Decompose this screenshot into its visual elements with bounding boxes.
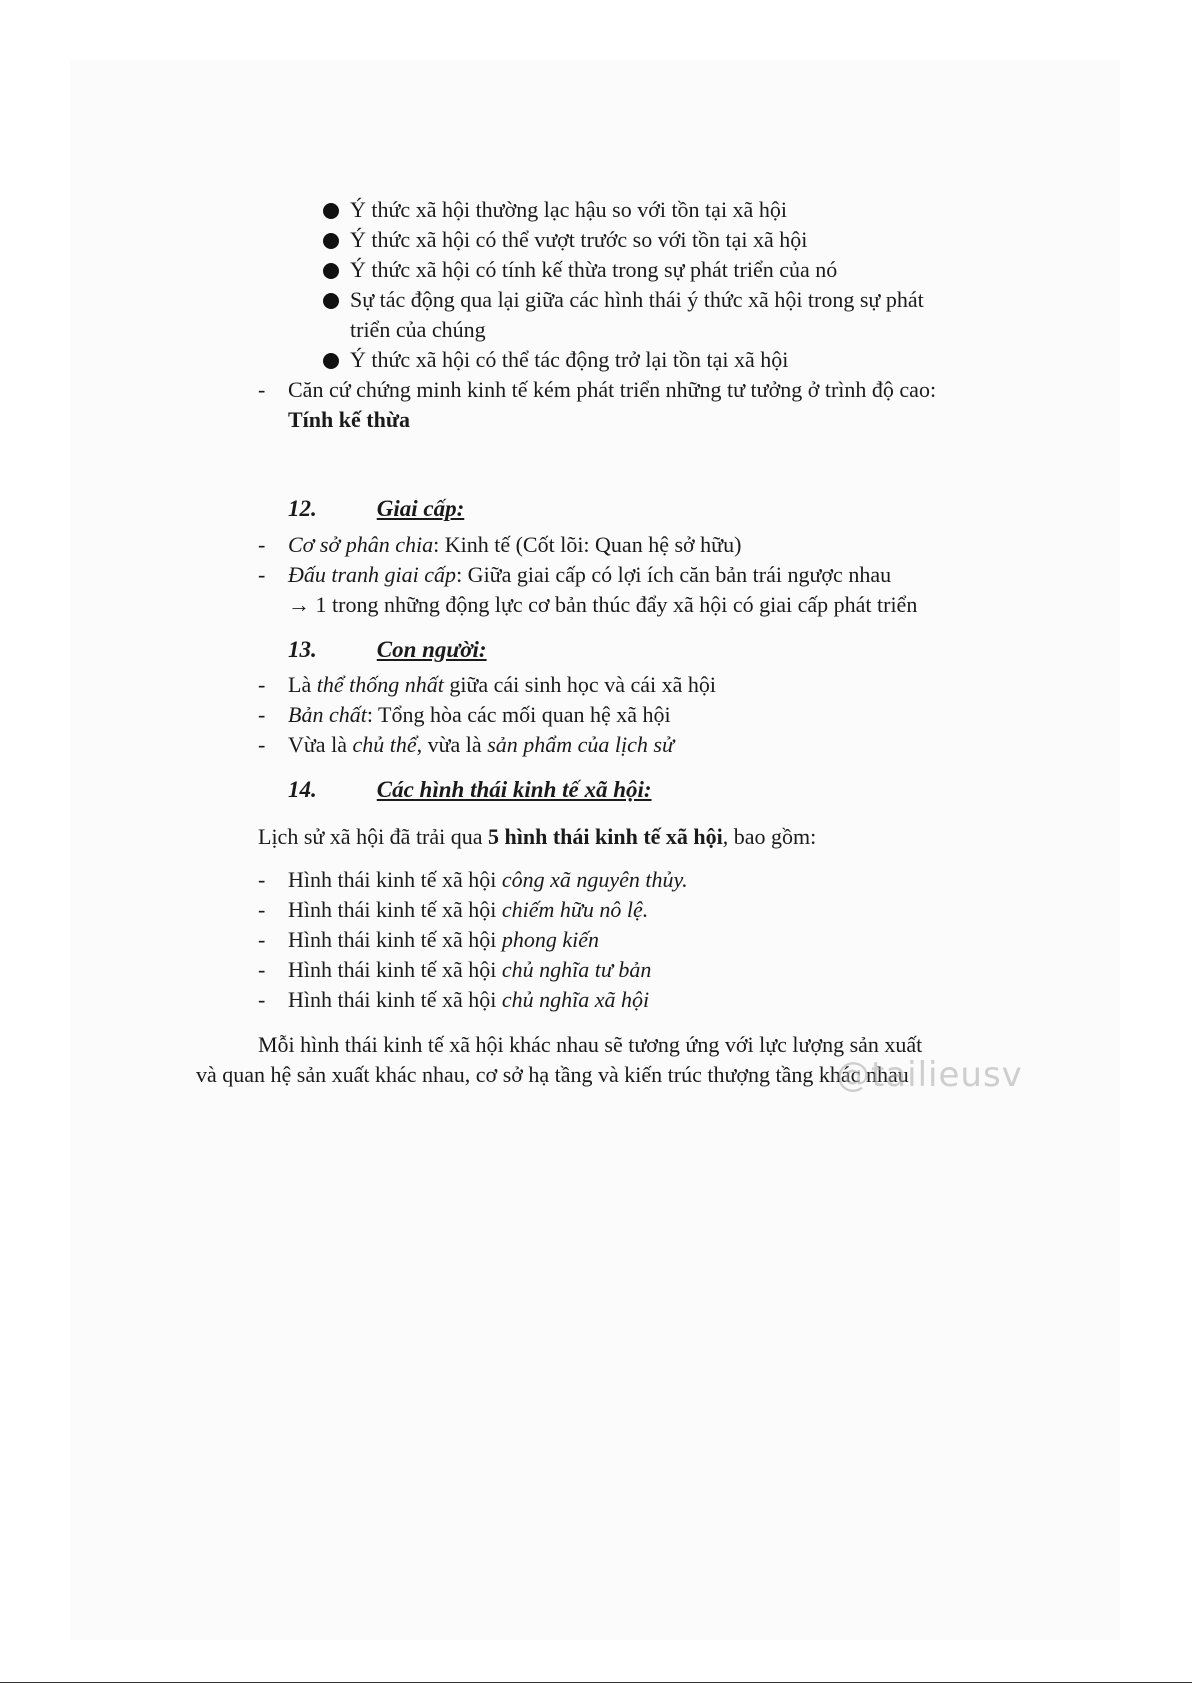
list-item: Hình thái kinh tế xã hội chiếm hữu nô lệ. — [288, 897, 649, 922]
bullet-item-continuation: triển của chúng — [350, 317, 486, 342]
bullet-item: Sự tác động qua lại giữa các hình thái ý thức xã hội trong sự phát — [350, 287, 924, 312]
list-item: Hình thái kinh tế xã hội chủ nghĩa xã hội — [288, 987, 650, 1012]
closing-paragraph-line: và quan hệ sản xuất khác nhau, cơ sở hạ tầng và kiến trúc thượng tầng khác nhau — [196, 1062, 909, 1087]
list-item: Hình thái kinh tế xã hội phong kiến — [288, 927, 600, 952]
basis-text: Căn cứ chứng minh kinh tế kém phát triển những tư tưởng ở trình độ cao: — [288, 377, 937, 402]
section-12-heading — [288, 493, 464, 525]
list-item-continuation: → 1 trong những động lực cơ bản thúc đẩy xã hội có giai cấp phát triển — [288, 592, 918, 617]
list-item: Hình thái kinh tế xã hội công xã nguyên thủy. — [288, 867, 688, 892]
bullet-dot-icon — [323, 203, 339, 219]
dash-marker: - — [258, 562, 266, 587]
watermark: @tailieusv — [836, 1055, 1023, 1095]
list-item: Hình thái kinh tế xã hội chủ nghĩa tư bản — [288, 957, 652, 982]
list-item: Là thể thống nhất giữa cái sinh học và cái xã hội — [288, 672, 716, 697]
bullet-dot-icon — [323, 293, 339, 309]
section-title: Con người: — [376, 637, 487, 662]
bullet-item: Ý thức xã hội thường lạc hậu so với tồn tại xã hội — [350, 197, 787, 222]
section-number: 12. — [288, 496, 317, 521]
bullet-dot-icon — [323, 263, 339, 279]
section-number: 14. — [288, 777, 317, 802]
dash-marker: - — [258, 732, 266, 757]
dash-marker: - — [258, 532, 266, 557]
dash-marker: - — [258, 702, 266, 727]
dash-marker: - — [258, 377, 266, 402]
bullet-dot-icon — [323, 233, 339, 249]
dash-marker: - — [258, 897, 266, 922]
dash-marker: - — [258, 867, 266, 892]
section-intro: Lịch sử xã hội đã trải qua 5 hình thái kinh tế xã hội, bao gồm: — [258, 824, 817, 849]
bullet-item: Ý thức xã hội có thể vượt trước so với tồn tại xã hội — [350, 227, 808, 252]
section-14-heading — [288, 774, 652, 806]
dash-marker: - — [258, 672, 266, 697]
list-item: Vừa là chủ thể, vừa là sản phẩm của lịch sử — [288, 732, 674, 757]
basis-conclusion: Tính kế thừa — [288, 407, 411, 432]
bottom-divider — [0, 1682, 1192, 1683]
bullet-dot-icon — [323, 353, 339, 369]
bullet-item: Ý thức xã hội có thể tác động trở lại tồn tại xã hội — [350, 347, 789, 372]
list-item: Bản chất: Tổng hòa các mối quan hệ xã hội — [288, 702, 671, 727]
dash-marker: - — [258, 987, 266, 1012]
dash-marker: - — [258, 957, 266, 982]
bullet-item: Ý thức xã hội có tính kế thừa trong sự phát triển của nó — [350, 257, 838, 282]
section-title: Giai cấp: — [376, 496, 465, 521]
section-title: Các hình thái kinh tế xã hội: — [376, 777, 652, 802]
list-item: Cơ sở phân chia: Kinh tế (Cốt lõi: Quan hệ sở hữu) — [288, 532, 742, 557]
section-number: 13. — [288, 637, 317, 662]
closing-paragraph-line: Mỗi hình thái kinh tế xã hội khác nhau sẽ tương ứng với lực lượng sản xuất — [258, 1032, 923, 1057]
dash-marker: - — [258, 927, 266, 952]
section-13-heading — [288, 634, 487, 666]
list-item: Đấu tranh giai cấp: Giữa giai cấp có lợi ích căn bản trái ngược nhau — [288, 562, 892, 587]
